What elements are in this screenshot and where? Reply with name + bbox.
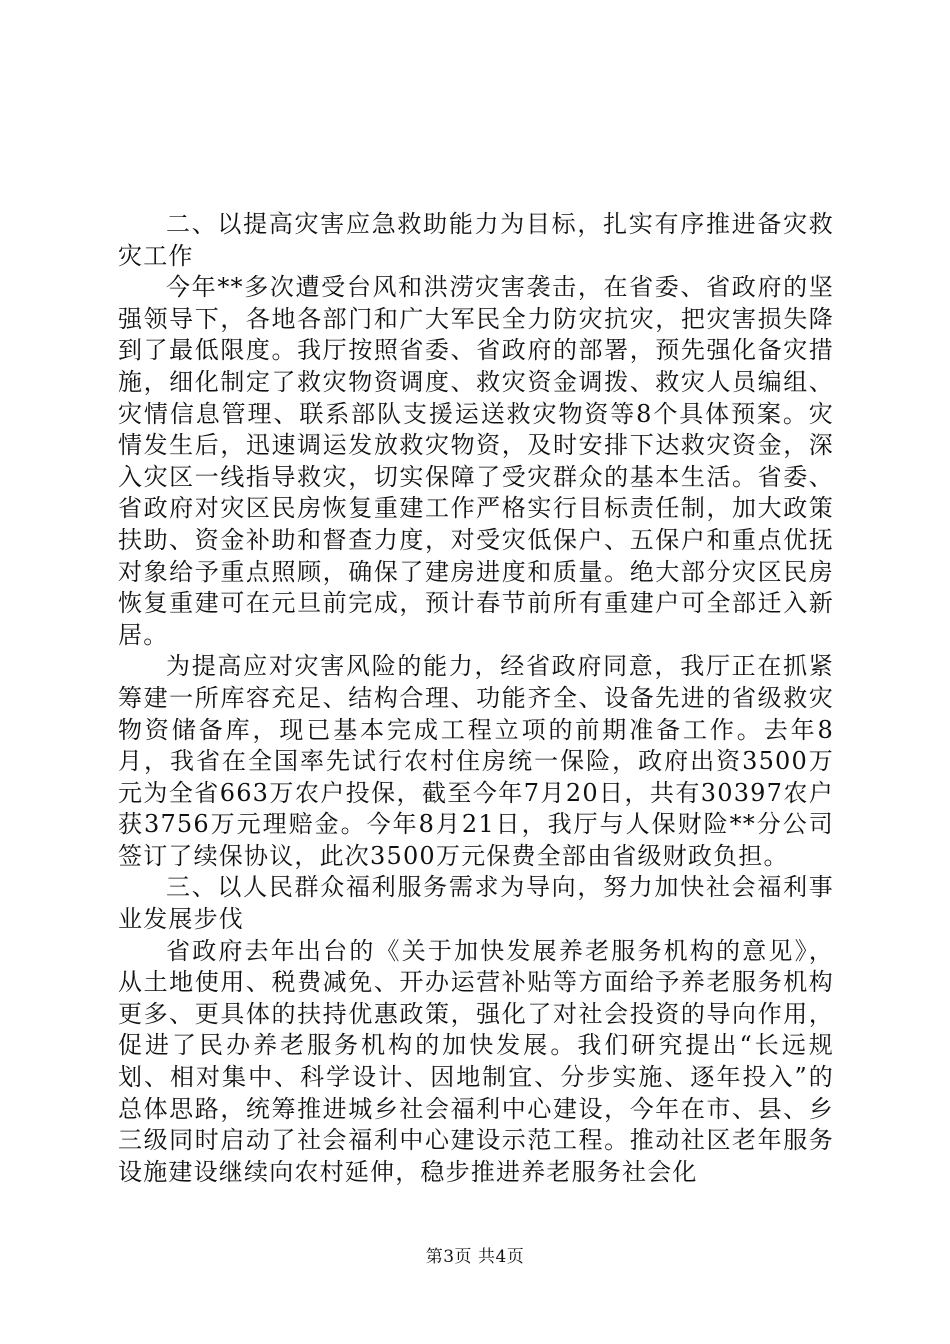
document-body xyxy=(118,209,834,1188)
section-heading-social-welfare: 三、以人民群众福利服务需求为导向，努力加快社会福利事业发展步伐 xyxy=(118,873,834,934)
section-heading-disaster-relief: 二、以提高灾害应急救助能力为目标，扎实有序推进备灾救灾工作 xyxy=(118,210,834,270)
body-paragraph: 为提高应对灾害风险的能力，经省政府同意，我厅正在抓紧筹建一所库容充足、结构合理、功能齐全、设备先进的省级救灾物资储备库，现已基本完成工程立项的前期准备工作。去年8月，我省在全国率先试行农村住房统一保险，政府出资3500万元为全省663万农户投保，截至今年7月20日，共有30397农户获3756万元理赔金。今年8月21日，我厅与人保财险**分公司签订了续保协议，此次3500万元保费全部由省级财政负担。 xyxy=(118,652,834,870)
body-paragraph: 省政府去年出台的《关于加快发展养老服务机构的意见》，从土地使用、税费减免、开办运营补贴等方面给予养老服务机构更多、更具体的扶持优惠政策，强化了对社会投资的导向作用，促进了民办养老服务机构的加快发展。我们研究提出“长远规划、相对集中、科学设计、因地制宜、分步实施、逐年投入”的总体思路，统筹推进城乡社会福利中心建设，今年在市、县、乡三级同时启动了社会福利中心建设示范工程。推动社区老年服务设施建设继续向农村延伸，稳步推进养老服务社会化 xyxy=(118,936,834,1186)
body-paragraph: 今年**多次遭受台风和洪涝灾害袭击，在省委、省政府的坚强领导下，各地各部门和广大军民全力防灾抗灾，把灾害损失降到了最低限度。我厅按照省委、省政府的部署，预先强化备灾措施，细化制定了救灾物资调度、救灾资金调拨、救灾人员编组、灾情信息管理、联系部队支援运送救灾物资等8个具体预案。灾情发生后，迅速调运发放救灾物资，及时安排下达救灾资金，深入灾区一线指导救灾，切实保障了受灾群众的基本生活。省委、省政府对灾区民房恢复重建工作严格实行目标责任制，加大政策扶助、资金补助和督查力度，对受灾低保户、五保户和重点优抚对象给予重点照顾，确保了建房进度和质量。绝大部分灾区民房恢复重建可在元旦前完成，预计春节前所有重建户可全部迁入新居。 xyxy=(118,273,834,649)
page-number-footer: 第3页 共4页 xyxy=(425,1247,525,1267)
